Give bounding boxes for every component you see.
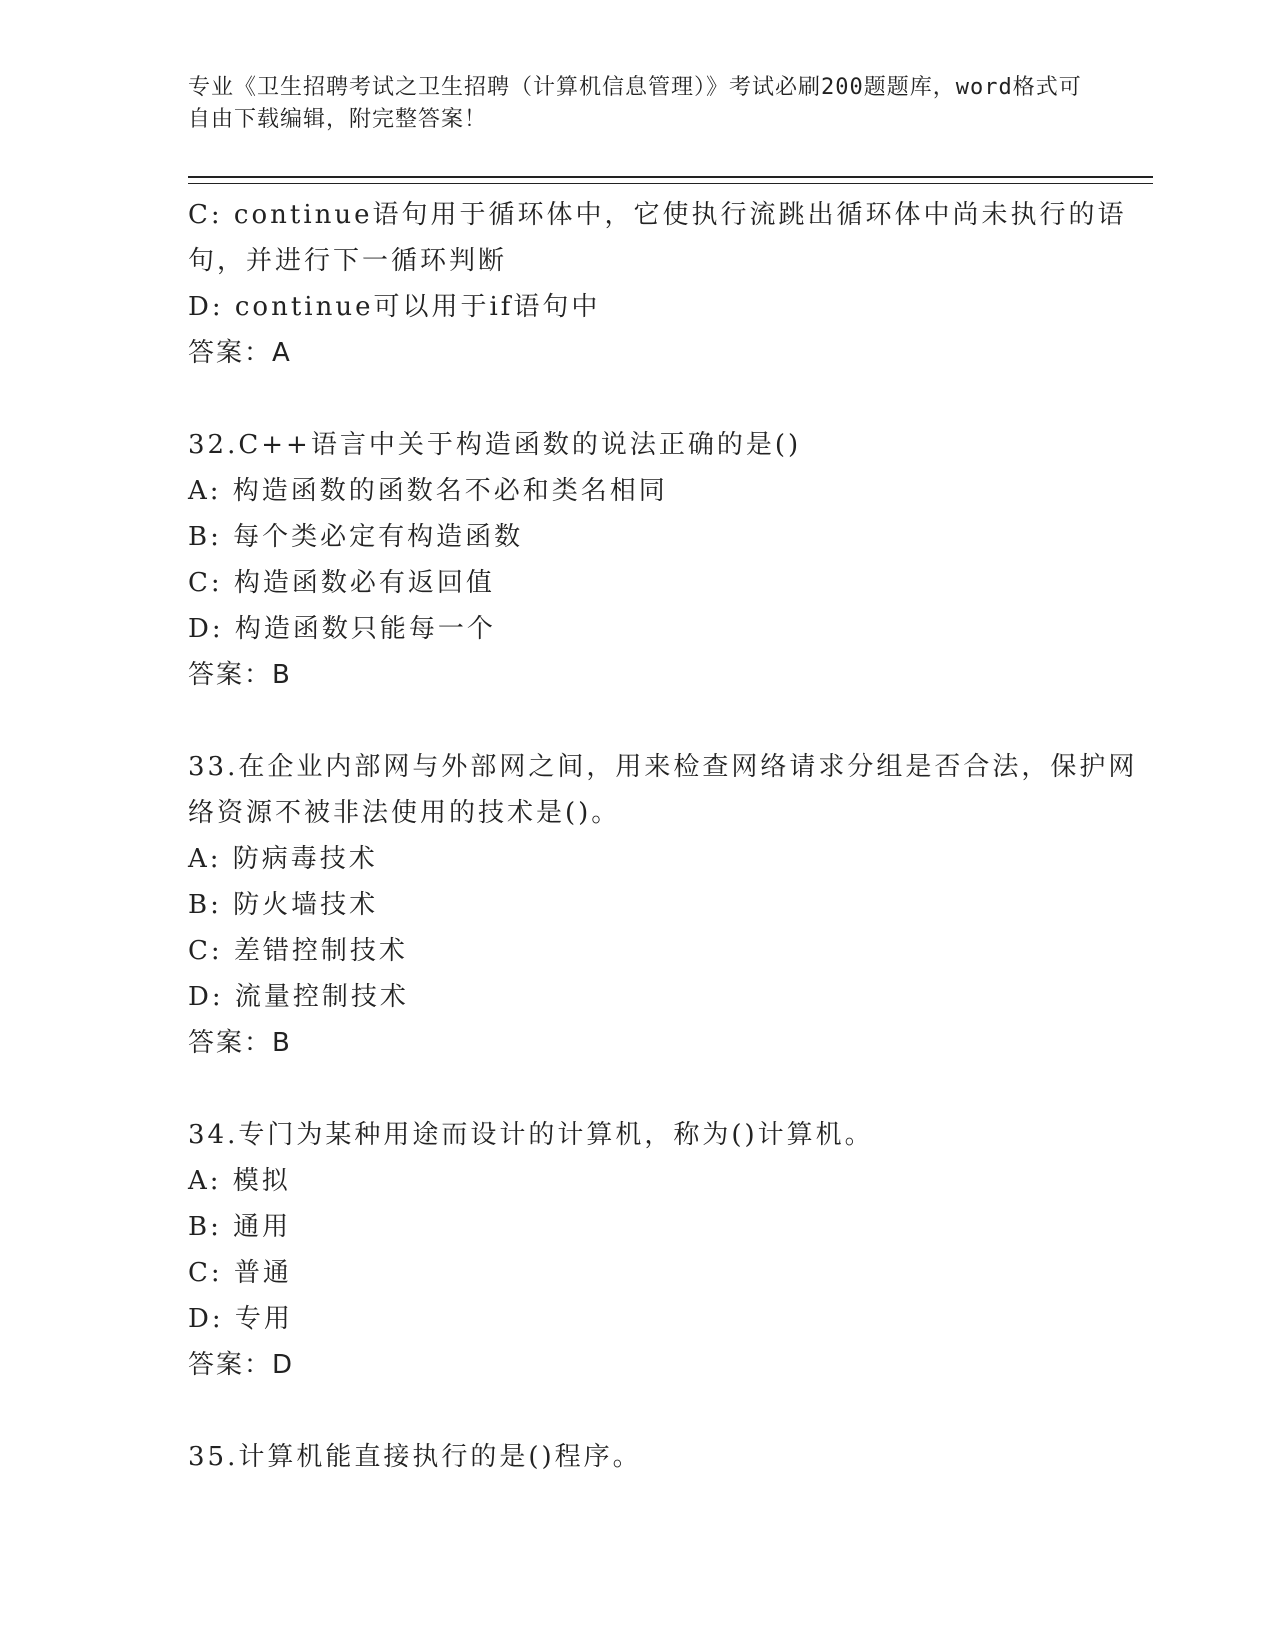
option-a: A: 构造函数的函数名不必和类名相同 [188, 476, 668, 506]
option-b: B: 每个类必定有构造函数 [188, 522, 524, 552]
question-stem: 32.C++语言中关于构造函数的说法正确的是() [188, 430, 802, 460]
question-31-continuation [188, 192, 1153, 376]
question-32 [188, 422, 1153, 698]
document-header: 专业《卫生招聘考试之卫生招聘（计算机信息管理）》考试必刷200题题库，word格式可自由下载编辑，附完整答案！ [188, 75, 1082, 132]
answer: 答案：B [188, 660, 292, 690]
question-stem: 35.计算机能直接执行的是()程序。 [188, 1442, 642, 1472]
option-c: C: 普通 [188, 1258, 292, 1288]
option-a: A: 模拟 [188, 1166, 291, 1196]
answer: 答案：D [188, 1350, 295, 1380]
question-stem: 33.在企业内部网与外部网之间，用来检查网络请求分组是否合法，保护网络资源不被非法使用的技术是()。 [188, 752, 1138, 828]
answer: 答案：B [188, 1028, 292, 1058]
question-34 [188, 1112, 1153, 1388]
option-a: A: 防病毒技术 [188, 844, 378, 874]
question-stem: 34.专门为某种用途而设计的计算机，称为()计算机。 [188, 1120, 874, 1150]
question-35 [188, 1434, 1153, 1480]
option-d: D: 专用 [188, 1304, 293, 1334]
answer: 答案：A [188, 338, 292, 368]
option-d: D: 构造函数只能每一个 [188, 614, 496, 644]
header-divider [188, 176, 1153, 184]
option-b: B: 通用 [188, 1212, 292, 1242]
option-d: D: continue可以用于if语句中 [188, 292, 601, 322]
question-33 [188, 744, 1153, 1066]
option-d: D: 流量控制技术 [188, 982, 409, 1012]
document-page [188, 72, 1153, 1480]
question-list [188, 192, 1153, 1480]
option-c: C: 差错控制技术 [188, 936, 408, 966]
option-c: C: continue语句用于循环体中，它使执行流跳出循环体中尚未执行的语句，并进行下一循环判断 [188, 200, 1127, 276]
option-c: C: 构造函数必有返回值 [188, 568, 495, 598]
option-b: B: 防火墙技术 [188, 890, 379, 920]
